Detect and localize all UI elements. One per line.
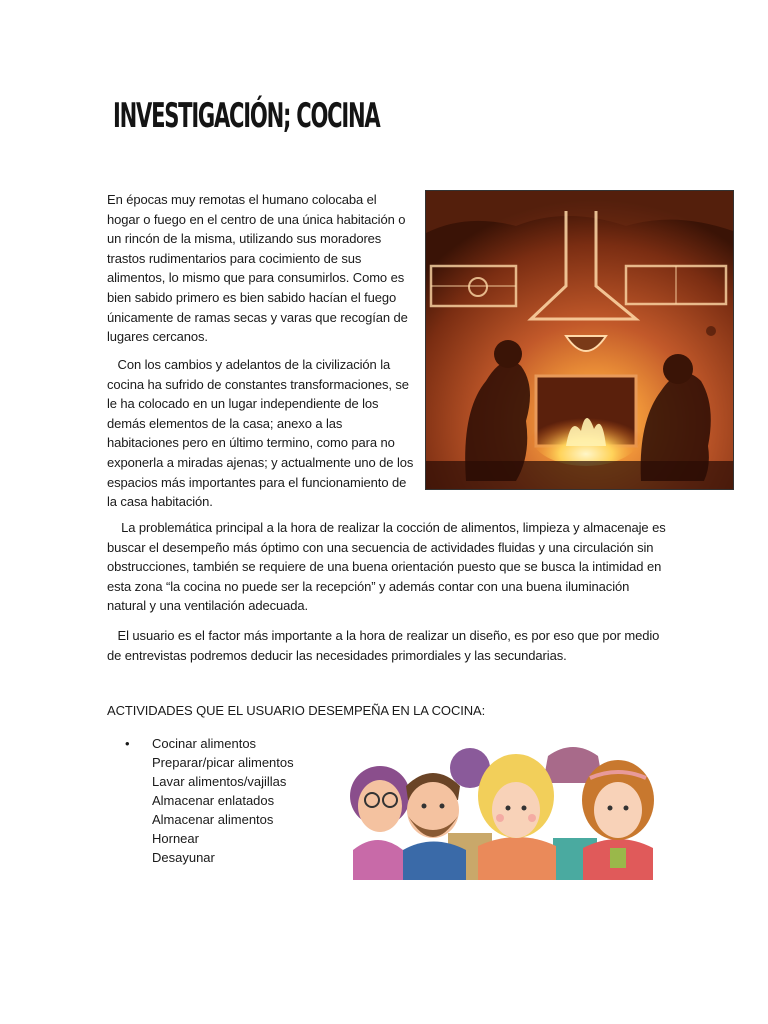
- list-item: Lavar alimentos/vajillas: [152, 774, 287, 789]
- activities-list: [125, 734, 294, 867]
- list-item: Cocinar alimentos: [152, 736, 257, 751]
- cave-kitchen-hearth-image: [425, 190, 734, 490]
- list-item: Desayunar: [152, 850, 215, 865]
- list-item: Almacenar enlatados: [152, 793, 275, 808]
- page-title: INVESTIGACIÓN; COCINA: [113, 96, 380, 136]
- list-item: Preparar/picar alimentos: [152, 755, 294, 770]
- paragraph-problem: La problemática principal a la hora de realizar la cocción de alimentos, limpieza y almacenaje es buscar el desempeño más óptimo con una secuencia de actividades fluidas y una circulación sin obstrucciones, también se requiere de una buena orientación puesto que se busca la intimidad en esta zona “la cocina no puede ser la recepción” y además contar con una buena iluminación natural y una ventilación adecuada.: [107, 520, 666, 614]
- group-of-people-illustration: [348, 738, 660, 880]
- paragraph-history: En épocas muy remotas el humano colocaba el hogar o fuego en el centro de una única habitación o un rincón de la misma, utilizando sus moradores trastos rudimentarios para cocimiento de sus alimentos, lo mismo que para consumirlos. Como es bien sabido primero es bien sabido hacían el fuego únicamente de ramas secas y varas que recogían de lugares cercanos.: [107, 192, 408, 345]
- bullet-marker: •: [125, 736, 130, 751]
- paragraph-evolution: Con los cambios y adelantos de la civilización la cocina ha sufrido de constantes transformaciones, se le ha colocado en un lugar independiente de los demás elementos de la casa; anexo a las habitaciones pero en último termino, como para no exponerla a miradas ajenas; y actualmente uno de los espacios más importantes para el funcionamiento de la casa habitación.: [107, 357, 414, 510]
- activities-heading: ACTIVIDADES QUE EL USUARIO DESEMPEÑA EN LA COCINA:: [107, 703, 486, 718]
- list-item: Hornear: [152, 831, 199, 846]
- list-item: Almacenar alimentos: [152, 812, 274, 827]
- paragraph-user: El usuario es el factor más importante a la hora de realizar un diseño, es por eso que por medio de entrevistas podremos deducir las necesidades primordiales y las secundarias.: [107, 628, 660, 663]
